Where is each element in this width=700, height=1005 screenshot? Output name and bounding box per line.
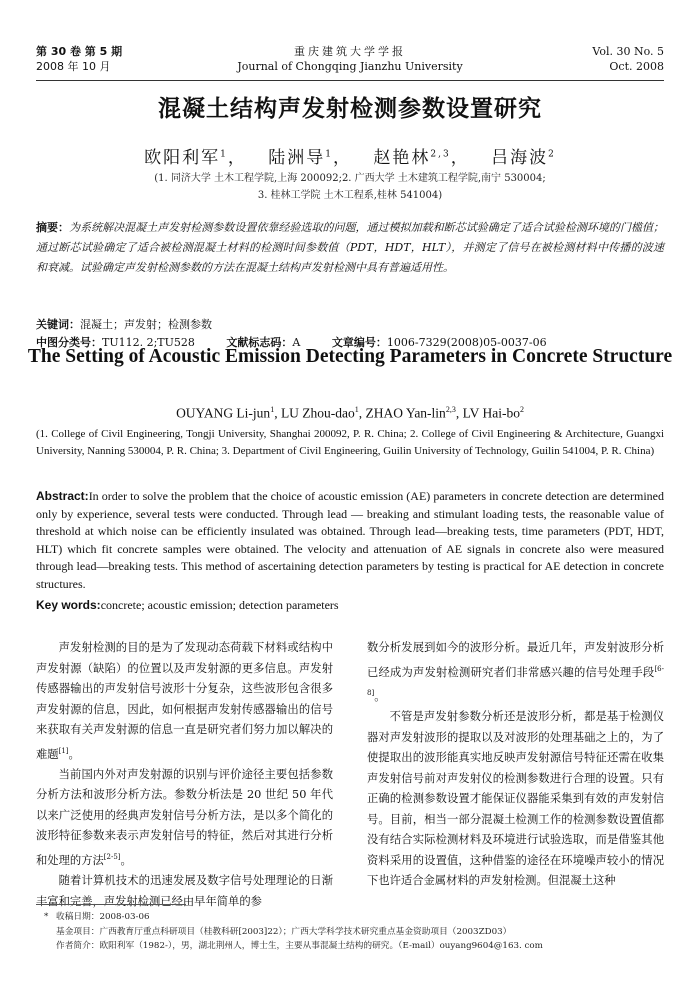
author-name-cn: 吕海波 <box>491 148 549 168</box>
body-paragraph <box>36 871 333 912</box>
date-cn: 2008 年 10 月 <box>36 60 111 73</box>
journal-name-en: Journal of Chongqing Jianzhu University <box>237 60 463 73</box>
clc-value: TU112. 2;TU528 <box>102 336 195 349</box>
footnote-line <box>44 925 664 940</box>
author-name-cn: 欧阳利军 <box>144 148 221 168</box>
paragraph-text: 声发射检测的目的是为了发现动态荷载下材料或结构中声发射源（缺陷）的位置以及声发射源的更多信息。声发射传感器输出的声发射信号波形十分复杂，这些波形包含很多声发射源的信息，因此，如何根据声发射传感器输出的信号来获取有关声发射源的信息一直是研究者们努力加以解决的难题 <box>36 641 333 761</box>
header-center <box>36 44 664 74</box>
footnote-line <box>44 910 664 925</box>
abstract-text-cn: 为系统解决混凝土声发射检测参数设置依靠经验选取的问题，通过模拟加载和断芯试验确定了适合试验检测环境的门槛值；通过断芯试验确定了适合被检测混凝土材料的检测时间参数值（PDT，HDT，HLT），并测定了信号在被检测材料中传播的波速和衰减。试验确定声发射检测参数的方法在混凝土结构声发射检测中具有普遍适用性。 <box>36 221 665 274</box>
footnote-mark: * <box>44 912 49 922</box>
author-list-cn <box>0 143 700 168</box>
footnote-divider <box>36 904 186 905</box>
citation-ref: [6-8] <box>367 664 664 697</box>
paragraph-text: 不管是声发射参数分析还是波形分析，都是基于检测仪器对声发射波形的提取以及对波形的处理基础之上的，为了使提取出的波形能真实地反映声发射源信号特征还需在收集声发射信号前对声发射仪的检测参数进行合理的设置。只有正确的检测参数设置才能保证仪器能采集到有效的声发射信号。目前，相当一部分混凝土检测工作的检测参数设置值都没有结合实际检测材料及环境进行试验选取，而是借鉴其他资料采用的设置值，这种借鉴的途径在环境噪声较小的情况下也许适合金属材料的声发射检测。但混凝土这种 <box>367 710 664 888</box>
paragraph-text: 随着计算机技术的迅速发展及数字信号处理理论的日渐丰富和完善，声发射检测已经由早年简单的参 <box>36 874 333 908</box>
paragraph-text: 数分析发展到如今的波形分析。最近几年，声发射波形分析已经成为声发射检测研究者们非常感兴趣的信号处理手段 <box>367 641 664 679</box>
header-right <box>592 44 664 74</box>
paragraph-tail: 。 <box>120 853 132 867</box>
author-separator: ， <box>227 148 247 168</box>
doc-code-value: A <box>292 336 301 349</box>
running-header <box>36 44 664 81</box>
paper-title-cn: 混凝土结构声发射检测参数设置研究 <box>158 96 542 122</box>
author-list-en <box>0 405 700 422</box>
paragraph-tail: 。 <box>374 689 386 703</box>
affiliation-line: (1. 同济大学 土木工程学院,上海 200092;2. 广西大学 土木建筑工程学院,南宁 530004; <box>154 173 546 184</box>
author-separator: , <box>274 405 278 421</box>
paragraph-text: 当前国内外对声发射源的识别与评价途径主要包括参数分析方法和波形分析方法。参数分析法是 20 世纪 50 年代以来广泛使用的经典声发射信号分析方法，是以多个简化的波形特征参数来表示声发射信号的特征，然后对其进行分析和处理的方法 <box>36 767 333 867</box>
volume-issue-cn: 第 30 卷 第 5 期 <box>36 45 123 58</box>
clc-label: 中图分类号： <box>36 336 102 349</box>
author-affiliation-mark: 2,3 <box>430 149 451 160</box>
author-name-cn: 赵艳林 <box>373 148 431 168</box>
keywords-cn <box>36 316 664 334</box>
affiliation-en: (1. College of Civil Engineering, Tongji University, Shanghai 200092, P. R. China; 2. College of Civil Engineering & Architecture, Guangxi University, Nanning 530004, P. R. China; 3. Department of Civil Engineering, Guilin University of Technology, Guilin 541004, P. R. China) <box>36 428 664 457</box>
author-separator: ， <box>450 148 470 168</box>
article-no-label: 文章编号： <box>331 336 387 349</box>
body-paragraph <box>36 765 333 871</box>
keywords-label-en: Key words: <box>36 598 101 612</box>
author-affiliation-mark: 2 <box>519 405 524 414</box>
article-no-value: 1006-7329(2008)05-0037-06 <box>386 336 547 349</box>
paragraph-tail: 。 <box>68 747 80 761</box>
keywords-en <box>36 597 664 614</box>
abstract-en <box>36 488 664 594</box>
author-name-cn: 陆洲导 <box>268 148 326 168</box>
body-paragraph <box>367 707 664 892</box>
footnote-text: 收稿日期：2008-03-06 <box>56 912 150 922</box>
date-en: Oct. 2008 <box>609 60 664 73</box>
author-separator: ， <box>333 148 352 168</box>
body-paragraph <box>36 638 333 765</box>
abstract-cn <box>36 218 664 278</box>
abstract-label-en: Abstract: <box>36 489 89 503</box>
paper-title-en: The Setting of Acoustic Emission Detecting Parameters in Concrete Structure <box>27 346 673 367</box>
author-name-en: OUYANG Li-jun <box>176 405 271 421</box>
volume-issue-en: Vol. 30 No. 5 <box>592 45 664 58</box>
footnote-text: 基金项目：广西教育厅重点科研项目（桂教科研[2003]22）；广西大学科学技术研究重点基金资助项目（2003ZD03） <box>56 926 512 937</box>
footnotes <box>44 910 664 954</box>
affiliations-cn <box>0 170 700 204</box>
affiliation-line: 3. 桂林工学院 土木工程系,桂林 541004) <box>257 190 443 201</box>
author-name-en: LU Zhou-dao <box>280 405 355 421</box>
keywords-text-cn: 混凝土；声发射；检测参数 <box>80 318 212 331</box>
author-affiliation-mark: 1 <box>354 405 359 414</box>
abstract-label-cn: 摘要： <box>36 221 70 234</box>
author-separator: , <box>358 405 363 421</box>
footnote-line <box>44 939 664 954</box>
citation-ref: [1] <box>58 746 69 755</box>
body-column-left <box>36 638 333 912</box>
author-affiliation-mark: 1 <box>220 149 228 160</box>
footnote-text: 作者简介：欧阳利军（1982-），男，湖北荆州人，博士生，主要从事混凝土结构的研究。（E-mail）ouyang9604@163. com <box>56 941 543 951</box>
author-affiliation-mark: 1 <box>325 149 333 160</box>
author-affiliation-mark: 1 <box>270 405 275 414</box>
body-column-right <box>367 638 664 892</box>
author-name-en: LV Hai-bo <box>462 405 520 421</box>
author-separator: , <box>455 405 460 421</box>
author-affiliation-mark: 2 <box>548 149 556 160</box>
citation-ref: [2-5] <box>103 852 121 861</box>
doc-code-label: 文献标志码： <box>226 336 293 349</box>
keywords-text-en: concrete; acoustic emission; detection parameters <box>100 598 339 612</box>
body-paragraph <box>367 638 664 707</box>
keywords-label-cn: 关键词： <box>36 318 80 331</box>
author-affiliation-mark: 2,3 <box>445 405 456 414</box>
author-name-en: ZHAO Yan-lin <box>365 405 446 421</box>
abstract-text-en: In order to solve the problem that the choice of acoustic emission (AE) parameters in concrete detection are determined only by experience, several tests were conducted. Through lead — breaking and stimulant loading tests, the reasonable value of threshold at which noise can be efficiently insulated was obtained. Through lead—breaking tests, time parameters (PDT, HDT, HLT) which fit concrete samples were obtained. The velocity and attenuation of AE signals in concrete also were measured through lead—breaking tests. This method of ascertaining detection parameters by testing is practical for AE detection in concrete structures. <box>36 489 664 591</box>
journal-name-cn: 重庆建筑大学学报 <box>294 45 406 58</box>
